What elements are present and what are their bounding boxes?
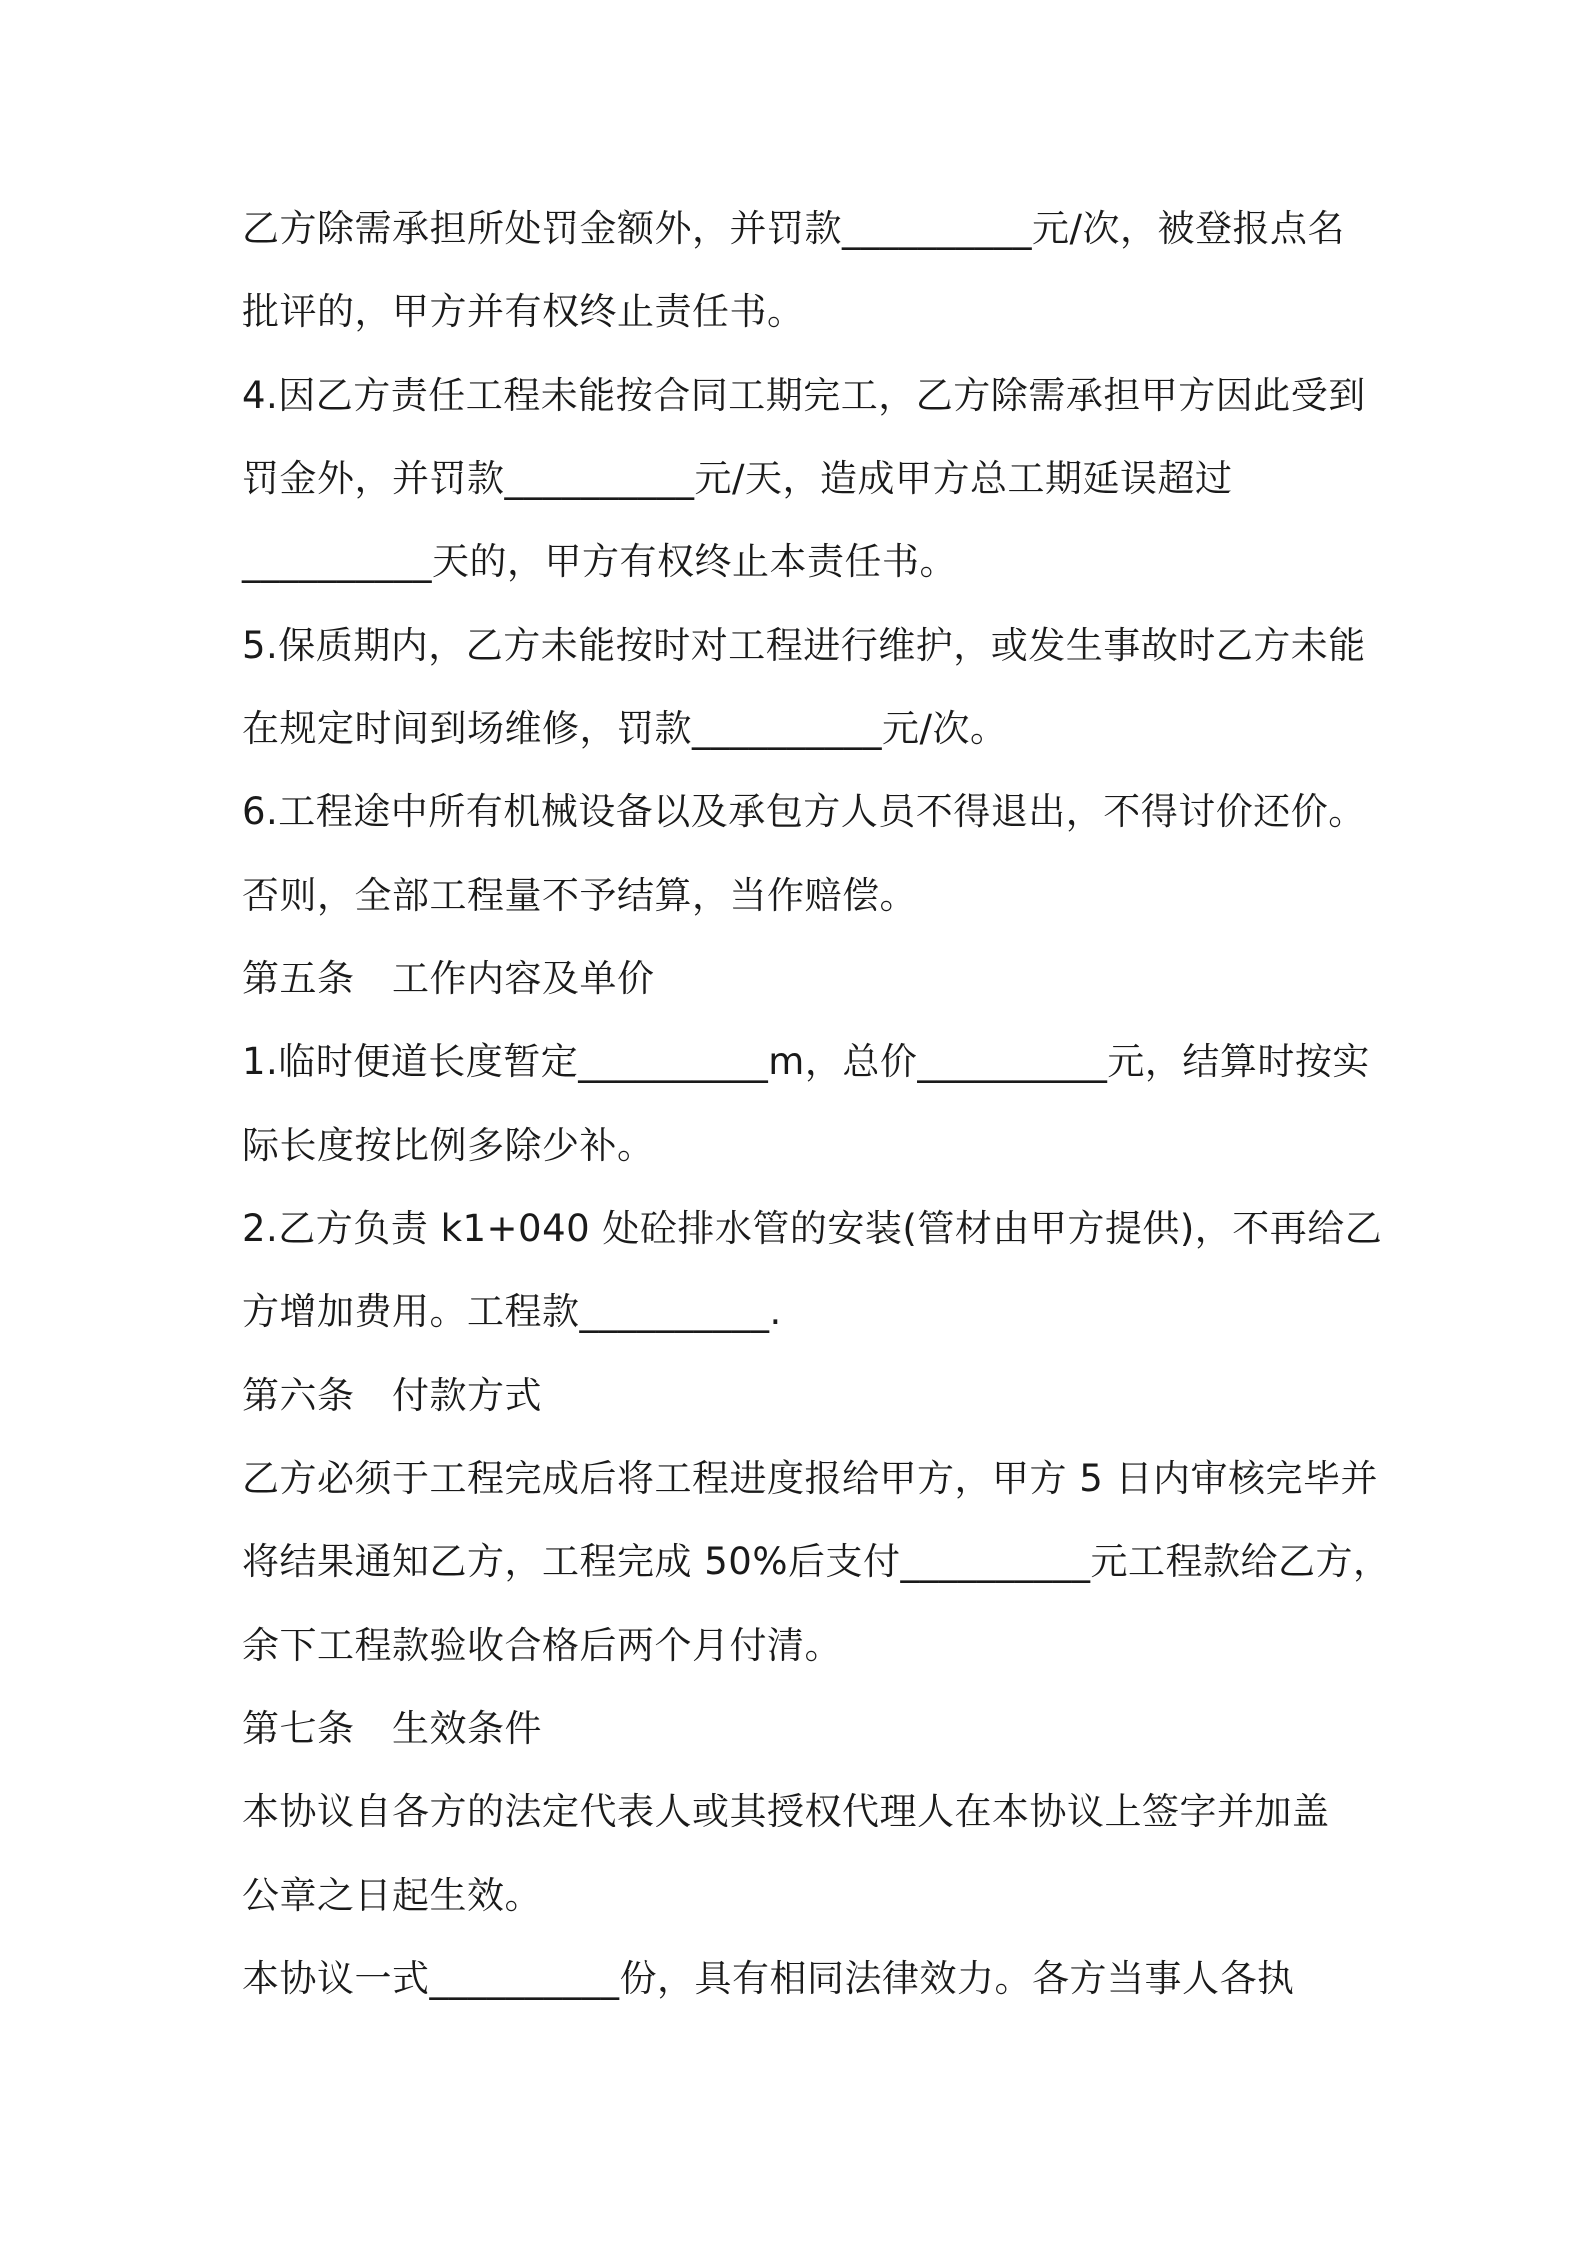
text-line-5: __________天的，甲方有权终止本责任书。 — [242, 540, 957, 583]
section-heading-6: 第六条 付款方式 — [242, 1374, 542, 1417]
section-heading-7: 第七条 生效条件 — [242, 1707, 542, 1750]
text-line-14: 方增加费用。工程款__________. — [242, 1290, 782, 1333]
text-line-8: 6.工程途中所有机械设备以及承包方人员不得退出，不得讨价还价。 — [242, 790, 1366, 833]
section-heading-5: 第五条 工作内容及单价 — [242, 957, 655, 1000]
text-line-12: 际长度按比例多除少补。 — [242, 1124, 655, 1167]
text-line-16: 乙方必须于工程完成后将工程进度报给甲方，甲方 5 日内审核完毕并 — [242, 1457, 1379, 1500]
text-line-13: 2.乙方负责 k1+040 处砼排水管的安装(管材由甲方提供)，不再给乙 — [242, 1207, 1383, 1250]
text-line-9: 否则，全部工程量不予结算，当作赔偿。 — [242, 874, 917, 917]
text-line-3: 4.因乙方责任工程未能按合同工期完工，乙方除需承担甲方因此受到 — [242, 374, 1366, 417]
text-line-7: 在规定时间到场维修，罚款__________元/次。 — [242, 707, 1008, 750]
text-line-6: 5.保质期内，乙方未能按时对工程进行维护，或发生事故时乙方未能 — [242, 624, 1366, 667]
text-line-11: 1.临时便道长度暂定__________m，总价__________元，结算时按实 — [242, 1040, 1370, 1083]
text-line-18: 余下工程款验收合格后两个月付清。 — [242, 1624, 842, 1667]
text-line-2: 批评的，甲方并有权终止责任书。 — [242, 290, 805, 333]
text-line-1: 乙方除需承担所处罚金额外，并罚款__________元/次，被登报点名 — [242, 207, 1345, 250]
text-line-22: 本协议一式__________份，具有相同法律效力。各方当事人各执 — [242, 1957, 1295, 2000]
text-line-20: 本协议自各方的法定代表人或其授权代理人在本协议上签字并加盖 — [242, 1790, 1330, 1833]
text-line-17: 将结果通知乙方，工程完成 50%后支付__________元工程款给乙方， — [242, 1540, 1391, 1583]
text-line-4: 罚金外，并罚款__________元/天，造成甲方总工期延误超过 — [242, 457, 1233, 500]
text-line-21: 公章之日起生效。 — [242, 1874, 542, 1917]
